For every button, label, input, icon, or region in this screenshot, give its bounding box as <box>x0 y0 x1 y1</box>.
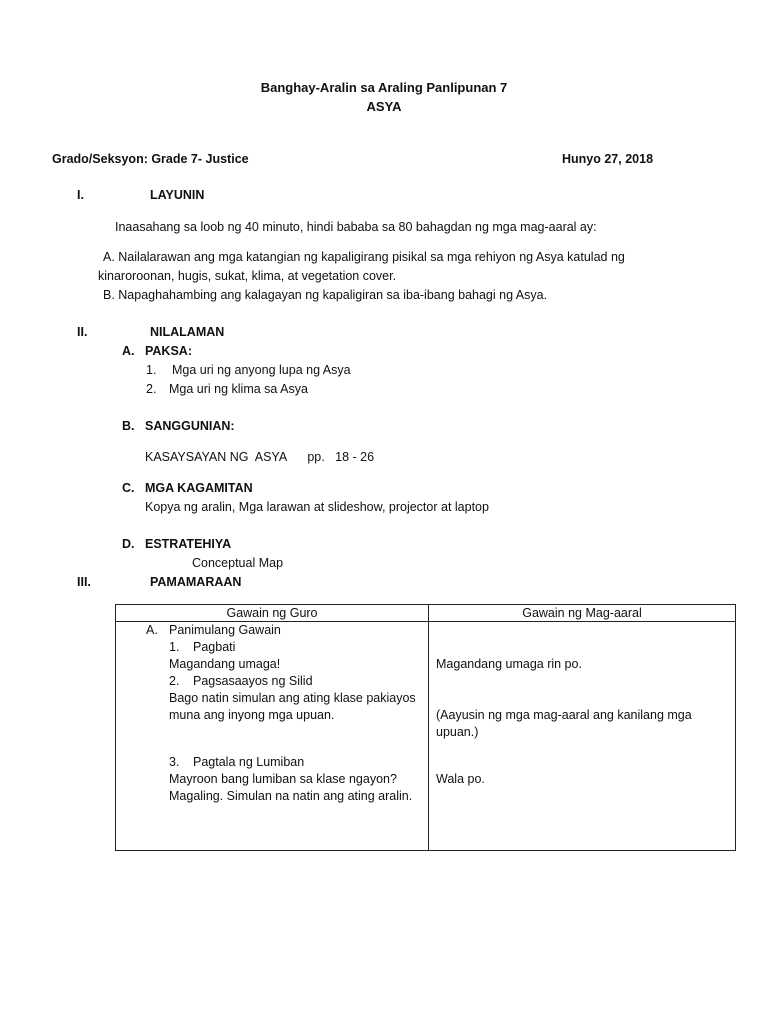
section-3-numeral: III. <box>77 575 91 589</box>
item-2-heading: Pagsasaayos ng Silid <box>193 674 313 688</box>
materials-text: Kopya ng aralin, Mga larawan at slideshow, projector at laptop <box>145 500 489 514</box>
materials-heading: MGA KAGAMITAN <box>145 481 253 495</box>
lesson-date: Hunyo 27, 2018 <box>562 152 654 166</box>
topic-1-num: 1. <box>146 363 157 377</box>
activity-a-heading: Panimulang Gawain <box>169 623 281 637</box>
topic-label: A. <box>122 344 135 358</box>
section-1-numeral: I. <box>77 188 84 202</box>
strategy-text: Conceptual Map <box>192 556 284 570</box>
objective-a-line1: A. Nailalarawan ang mga katangian ng kapaligirang pisikal sa mga rehiyon ng Asya katulad ng <box>103 250 625 264</box>
item-1-heading: Pagbati <box>193 640 236 654</box>
column-header-teacher: Gawain ng Guro <box>116 605 429 622</box>
procedure-table <box>115 604 736 851</box>
table-header-row <box>116 605 736 622</box>
item-1-text: Magandang umaga! <box>169 657 281 671</box>
item-3-num: 3. <box>169 755 180 769</box>
reference-heading: SANGGUNIAN: <box>145 419 235 433</box>
column-header-student: Gawain ng Mag-aaral <box>429 605 736 622</box>
objective-a-line2: kinaroroonan, hugis, sukat, klima, at vegetation cover. <box>98 269 397 283</box>
item-3-heading: Pagtala ng Lumiban <box>193 755 305 769</box>
section-2-numeral: II. <box>77 325 88 339</box>
document-subtitle: ASYA <box>366 99 402 114</box>
objective-b: B. Napaghahambing ang kalagayan ng kapaligiran sa iba-ibang bahagi ng Asya. <box>103 288 548 302</box>
teacher-activity-cell <box>116 622 429 851</box>
student-reply-2-line2: upuan.) <box>436 725 479 739</box>
student-reply-3: Wala po. <box>436 772 485 786</box>
item-2-text-line1: Bago natin simulan ang ating klase pakiayos <box>169 691 416 705</box>
reference-label: B. <box>122 419 135 433</box>
topic-2-text: Mga uri ng klima sa Asya <box>169 382 308 396</box>
section-3-heading: PAMAMARAAN <box>150 575 242 589</box>
item-1-num: 1. <box>169 640 180 654</box>
section-2-heading: NILALAMAN <box>150 325 225 339</box>
activity-a-label: A. <box>146 623 158 637</box>
student-reply-1: Magandang umaga rin po. <box>436 657 582 671</box>
strategy-label: D. <box>122 537 135 551</box>
item-3-text-line1: Mayroon bang lumiban sa klase ngayon? <box>169 772 397 786</box>
student-activity-cell <box>429 622 736 851</box>
table-row <box>116 622 736 851</box>
objectives-intro: Inaasahang sa loob ng 40 minuto, hindi bababa sa 80 bahagdan ng mga mag-aaral ay: <box>115 220 597 234</box>
strategy-heading: ESTRATEHIYA <box>145 537 232 551</box>
materials-label: C. <box>122 481 135 495</box>
item-2-text-line2: muna ang inyong mga upuan. <box>169 708 335 722</box>
document-title: Banghay-Aralin sa Araling Panlipunan 7 <box>260 80 508 95</box>
item-3-text-line2: Magaling. Simulan na natin ang ating aralin. <box>169 789 413 803</box>
topic-2-num: 2. <box>146 382 157 396</box>
item-2-num: 2. <box>169 674 180 688</box>
topic-1-text: Mga uri ng anyong lupa ng Asya <box>172 363 351 377</box>
topic-heading: PAKSA: <box>145 344 192 358</box>
grade-section: Grado/Seksyon: Grade 7- Justice <box>52 152 249 166</box>
reference-text: KASAYSAYAN NG ASYA pp. 18 - 26 <box>145 450 375 464</box>
student-reply-2-line1: (Aayusin ng mga mag-aaral ang kanilang mga <box>436 708 692 722</box>
section-1-heading: LAYUNIN <box>150 188 205 202</box>
